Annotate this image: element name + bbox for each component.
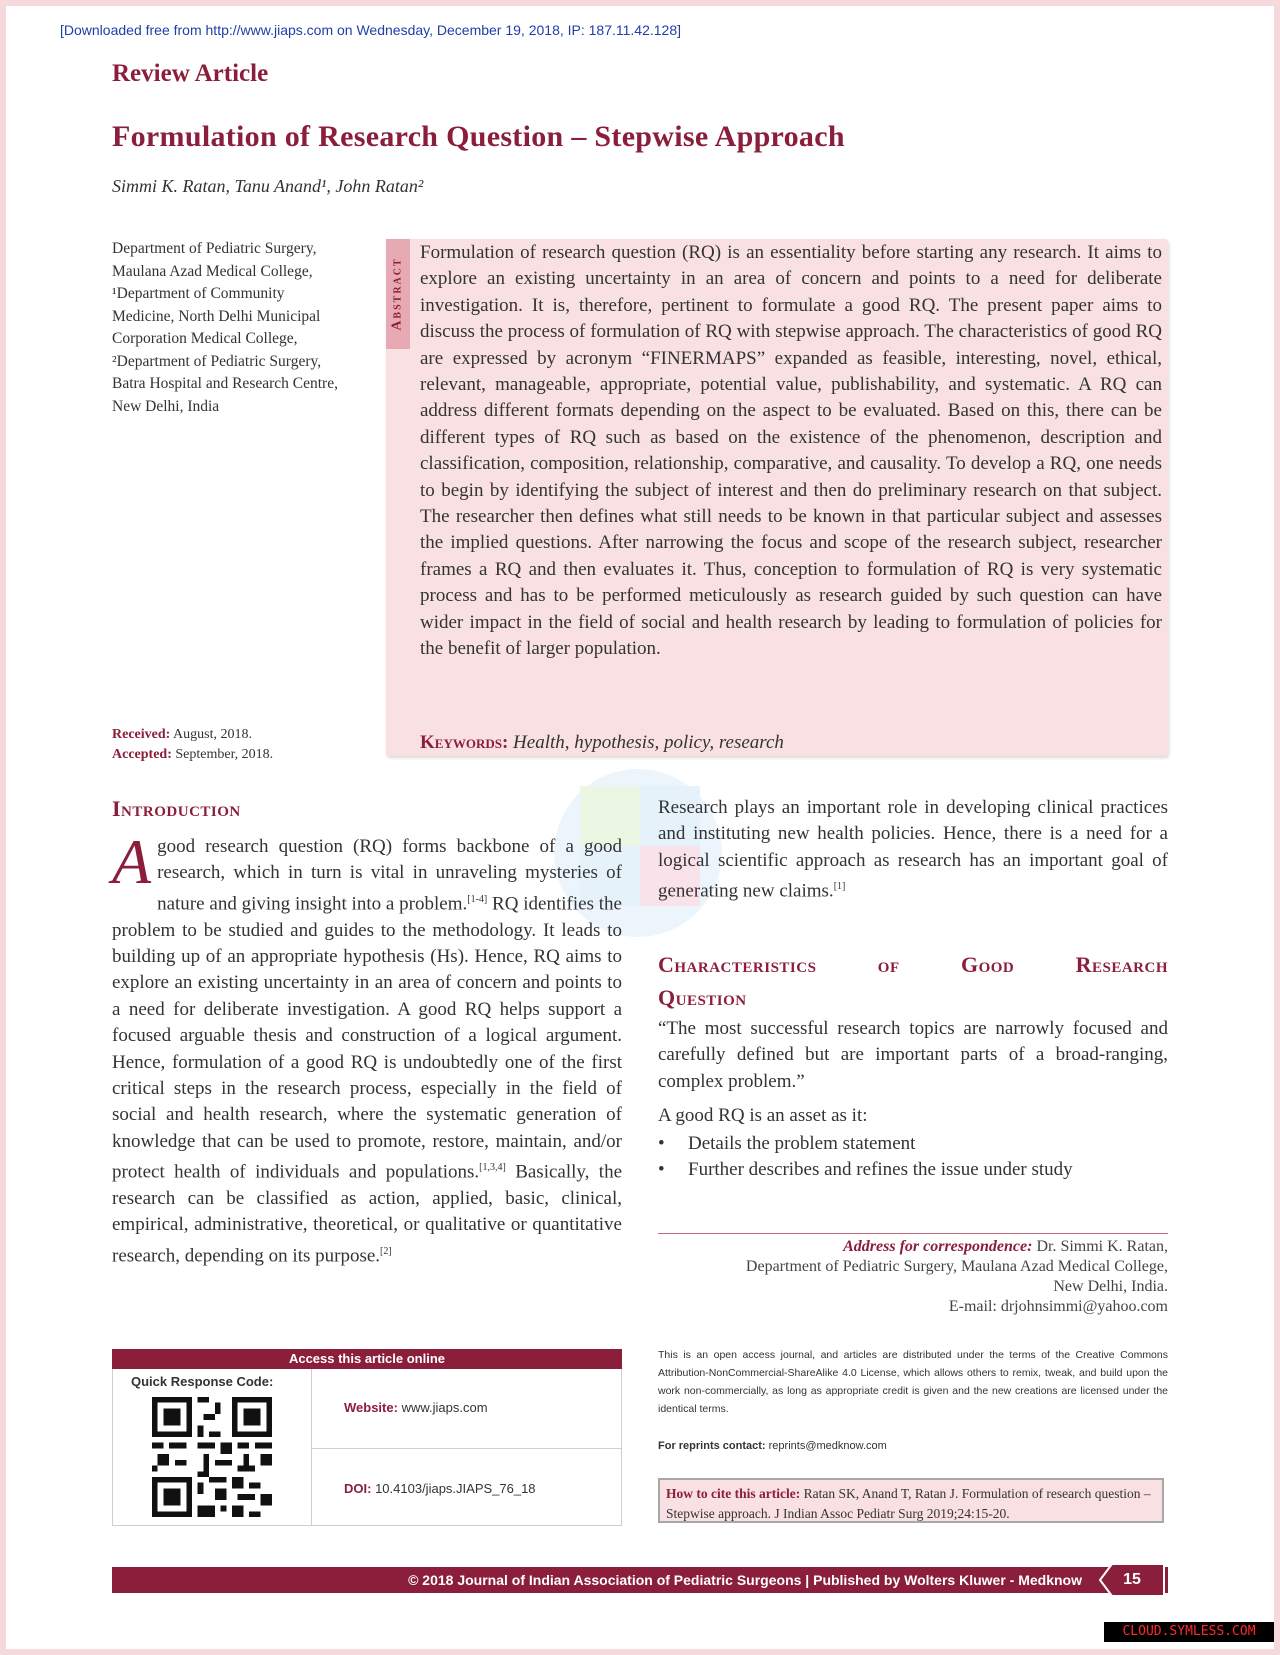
abstract-text: Formulation of research question (RQ) is an essentiality before starting any research. It aims to explore an existing uncertainty in an area of concern and points to a need for deliberate investigation. It is, therefore, pertinent to formulate a good RQ. The present paper aims to discuss the process of formulation of RQ with stepwise approach. The characteristics of good RQ are expressed by acronym “FINERMAPS” expanded as feasible, interesting, novel, ethical, relevant, manageable, appropriate, potential value, publishability, and systematic. A RQ can address different formats depending on the aspect to be evaluated. Based on this, there can be different types of RQ such as based on the existence of the phenomenon, description and classification, composition, relationship, comparative, and causality. To develop a RQ, one needs to begin by identifying the subject of interest and then do preliminary research on that subject. The researcher then defines what still needs to be known in that particular subject and assesses the implied questions. After narrowing the focus and scope of the research subject, researcher frames a RQ and then evaluates it. Thus, conception to formulation of RQ is very systematic process and has to be performed meticulously as research guided by such question can have wider impact in the field of social and health research by leading to formulation of policies for the benefit of larger population. bbox=[420, 242, 1162, 660]
qr-code-icon[interactable] bbox=[152, 1397, 272, 1517]
doi bbox=[344, 1481, 536, 1496]
asset-intro: A good RQ is an asset as it: bbox=[658, 1105, 868, 1126]
reprints-label: For reprints contact: bbox=[658, 1440, 766, 1452]
intro-ref-2[interactable]: [1,3,4] bbox=[479, 1162, 506, 1174]
article-type: Review Article bbox=[112, 60, 269, 87]
received-date: August, 2018. bbox=[173, 727, 252, 742]
received-label: Received: bbox=[112, 727, 171, 742]
intro-text-1: good research question (RQ) forms backbone of a good research, which in turn is vital in unraveling mysteries of nature and giving insight into a problem. bbox=[157, 836, 622, 915]
keywords bbox=[420, 732, 784, 754]
dates bbox=[112, 725, 273, 765]
char-head-line2: Question bbox=[658, 985, 747, 1010]
correspondence-label: Address for correspondence: bbox=[843, 1238, 1033, 1255]
website-label: Website: bbox=[344, 1400, 398, 1415]
divider bbox=[311, 1448, 622, 1449]
authors: Simmi K. Ratan, Tanu Anand¹, John Ratan² bbox=[112, 176, 424, 196]
correspondence-email[interactable]: E-mail: drjohnsimmi@yahoo.com bbox=[948, 1298, 1168, 1315]
dropcap: A bbox=[112, 826, 152, 897]
abstract-tab-label: Abstract bbox=[390, 257, 406, 331]
keywords-text: Health, hypothesis, policy, research bbox=[513, 732, 784, 753]
accepted-date: September, 2018. bbox=[175, 747, 274, 762]
right-intro-ref[interactable]: [1] bbox=[833, 881, 846, 893]
right-intro-text: Research plays an important role in developing clinical practices and instituting new health policies. Hence, there is a need for a logical scientific approach as research has an important goal of generating new claims. bbox=[658, 797, 1168, 902]
bullet-text: Further describes and refines the issue under study bbox=[688, 1159, 1073, 1181]
footer-text: © 2018 Journal of Indian Association of Pediatric Surgeons | Published by Wolters Kluwer - Medknow bbox=[408, 1572, 1082, 1588]
license-text: This is an open access journal, and articles are distributed under the terms of the Creative Commons Attribution-NonCommercial-ShareAlike 4.0 License, which allows others to remix, tweak, and build upon the work non-commercially, as long as appropriate credit is given and the new creations are licensed under the identical terms. bbox=[658, 1349, 1168, 1415]
cite-text: Ratan SK, Anand T, Ratan J. Formulation of research question – Stepwise approach. J Indian Assoc Pediatr Surg 2019;24:15-20. bbox=[666, 1486, 1151, 1521]
char-head-word: Characteristics bbox=[658, 952, 817, 977]
page-number: 15 bbox=[1123, 1571, 1141, 1588]
cite-label: How to cite this article: bbox=[666, 1486, 801, 1501]
introduction-heading: Introduction bbox=[112, 796, 241, 821]
bullet-icon: • bbox=[658, 1159, 665, 1181]
bullet-icon: • bbox=[658, 1133, 665, 1154]
doi-link[interactable]: 10.4103/jiaps.JIAPS_76_18 bbox=[375, 1481, 536, 1496]
page-title: Formulation of Research Question – Stepwise Approach bbox=[112, 120, 845, 153]
qr-label: Quick Response Code: bbox=[131, 1374, 274, 1389]
char-head-word: Good bbox=[960, 952, 1015, 977]
keywords-label: Keywords: bbox=[420, 732, 509, 753]
affiliation: Department of Pediatric Surgery, Maulana Azad Medical College, ¹Department of Community Medicine, North Delhi Municipal Corporation Medical College, ²Department of Pediatric Surgery, Batra Hospital and Research Centre, New Delhi, India bbox=[112, 240, 338, 415]
characteristics-heading bbox=[658, 948, 1168, 1014]
website bbox=[344, 1400, 488, 1415]
citation-box bbox=[658, 1478, 1164, 1523]
char-head-word: of bbox=[877, 952, 900, 977]
download-notice[interactable]: [Downloaded free from http://www.jiaps.com on Wednesday, December 19, 2018, IP: 187.11.42.128] bbox=[60, 22, 682, 38]
intro-ref-1[interactable]: [1-4] bbox=[467, 893, 488, 905]
correspondence bbox=[658, 1237, 1168, 1317]
correspondence-address2: New Delhi, India. bbox=[1053, 1278, 1168, 1295]
overlay-badge: CLOUD.SYMLESS.COM bbox=[1104, 1622, 1274, 1642]
list-item bbox=[658, 1157, 1073, 1183]
introduction-text bbox=[112, 826, 622, 1269]
bullet-text: Details the problem statement bbox=[688, 1133, 916, 1154]
access-bar: Access this article online bbox=[112, 1349, 622, 1369]
introduction-continued bbox=[658, 795, 1168, 905]
divider bbox=[658, 1233, 1168, 1234]
reprints bbox=[658, 1440, 887, 1452]
bullet-list bbox=[658, 1131, 1073, 1184]
intro-text-3: Basically, the research can be classified as action, applied, basic, clinical, empirical, administrative, theoretical, or qualitative or quantitative research, depending on its purpose. bbox=[112, 1161, 622, 1267]
accepted-label: Accepted: bbox=[112, 747, 172, 762]
correspondence-address1: Department of Pediatric Surgery, Maulana Azad Medical College, bbox=[745, 1258, 1168, 1275]
char-head-word: Research bbox=[1075, 952, 1168, 977]
intro-text-2: RQ identifies the problem to be studied and guides to the methodology. It leads to building up of an appropriate hypothesis (Hs). Hence, RQ aims to explore an existing uncertainty in an area of concern and points to a need for deliberate investigation. A good RQ helps support a focused arguable thesis and construction of a logical argument. Hence, formulation of a good RQ is undoubtedly one of the first critical steps in the research process, especially in the field of social and health research, where the systematic generation of knowledge that can be used to promote, restore, maintain, and/or protect health of individuals and populations. bbox=[112, 893, 622, 1183]
doi-label: DOI: bbox=[344, 1481, 372, 1496]
intro-ref-3[interactable]: [2] bbox=[380, 1245, 392, 1257]
correspondence-name: Dr. Simmi K. Ratan, bbox=[1036, 1238, 1168, 1255]
reprints-email[interactable]: reprints@medknow.com bbox=[768, 1440, 887, 1452]
website-link[interactable]: www.jiaps.com bbox=[401, 1400, 488, 1415]
abstract-tab bbox=[386, 239, 410, 349]
list-item bbox=[658, 1131, 1073, 1157]
quote: “The most successful research topics are narrowly focused and carefully defined but are important parts of a broad-ranging, complex problem.” bbox=[658, 1018, 1168, 1092]
